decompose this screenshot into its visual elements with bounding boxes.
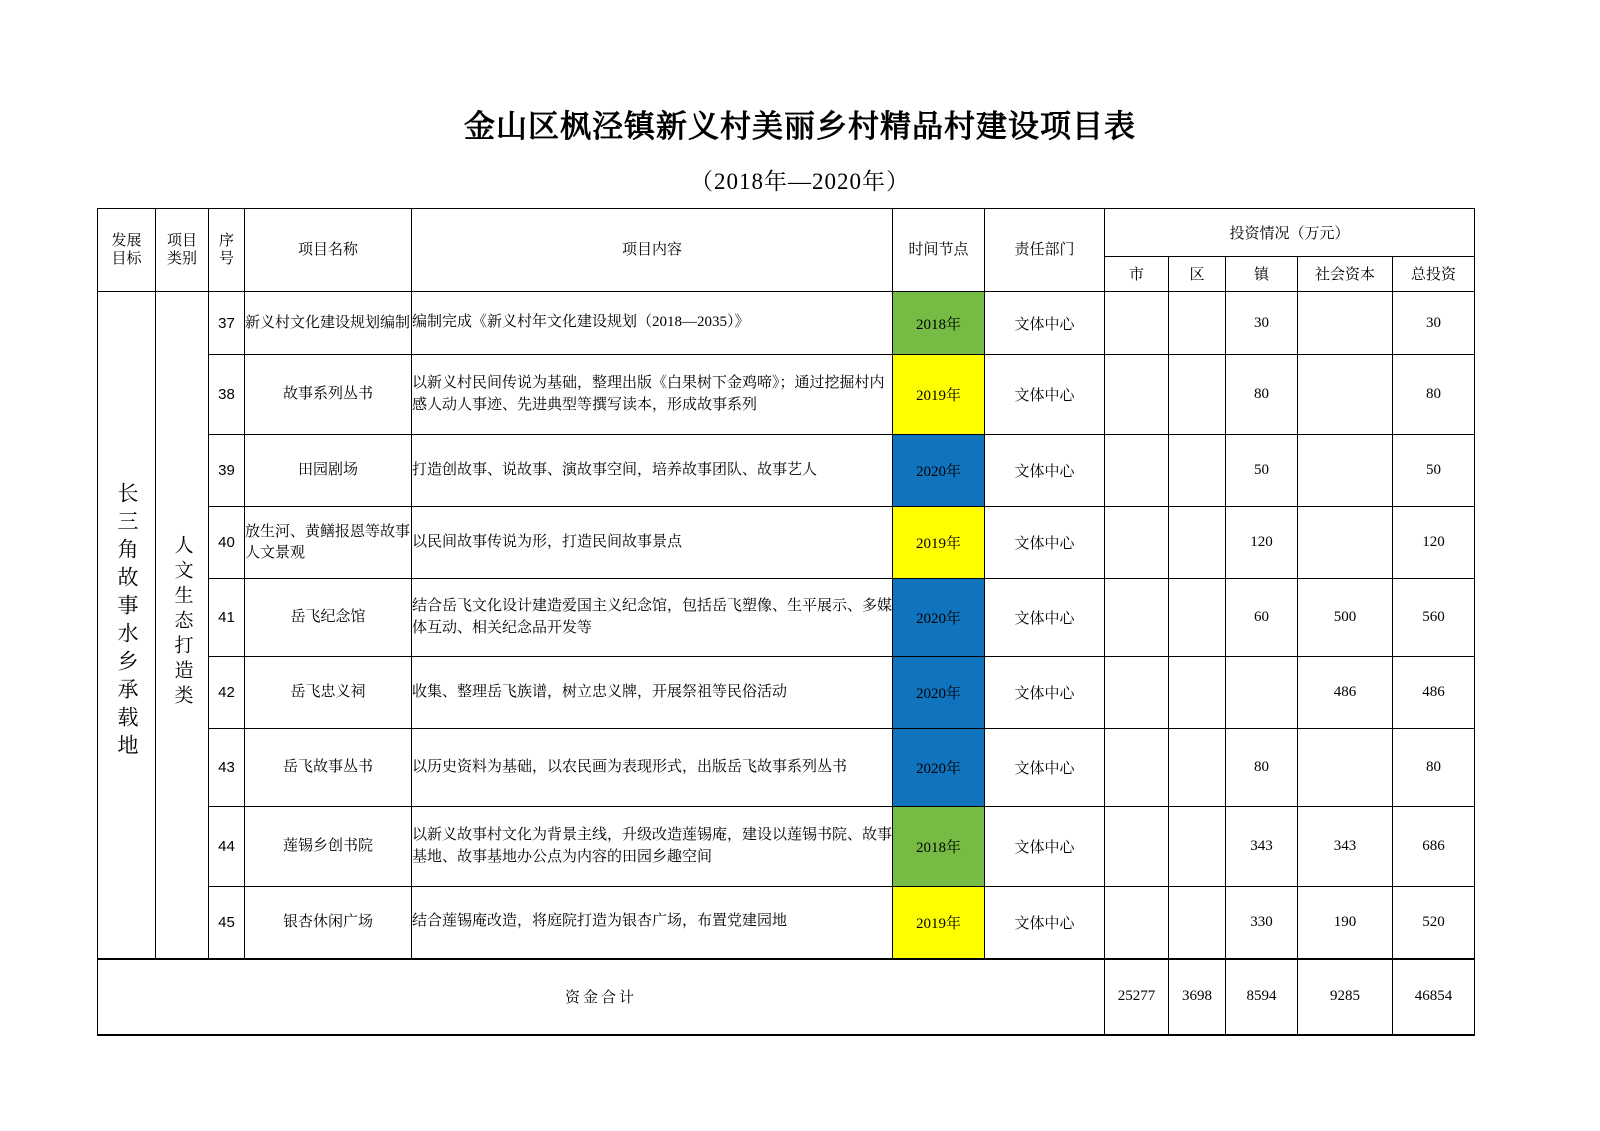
row-department: 文体中心 [985, 435, 1105, 507]
project-table-wrapper [97, 208, 1474, 1036]
row-inv-town: 30 [1226, 292, 1298, 355]
row-project-content: 以民间故事传说为形，打造民间故事景点 [412, 507, 893, 579]
row-seq: 42 [209, 657, 245, 729]
header-seq [209, 209, 245, 292]
header-dev-goal [98, 209, 156, 292]
page-subtitle: （2018年—2020年） [690, 169, 910, 195]
row-time-node: 2020年 [893, 579, 985, 657]
row-project-name: 岳飞忠义祠 [245, 657, 412, 729]
row-inv-social [1298, 729, 1393, 807]
row-project-content: 结合莲锡庵改造，将庭院打造为银杏广场，布置党建园地 [412, 887, 893, 959]
row-inv-total: 560 [1393, 579, 1475, 657]
row-department: 文体中心 [985, 507, 1105, 579]
row-time-node: 2019年 [893, 887, 985, 959]
total-inv-total: 46854 [1393, 959, 1475, 1035]
total-inv-social: 9285 [1298, 959, 1393, 1035]
table-row [98, 807, 1475, 887]
row-inv-social [1298, 507, 1393, 579]
dev-goal-merged-cell [98, 292, 156, 959]
row-seq: 43 [209, 729, 245, 807]
row-time-node: 2018年 [893, 807, 985, 887]
header-project-name: 项目名称 [245, 209, 412, 292]
row-inv-total: 520 [1393, 887, 1475, 959]
row-time-node: 2020年 [893, 435, 985, 507]
row-inv-district [1169, 435, 1226, 507]
row-time-node: 2019年 [893, 507, 985, 579]
category-value: 人文生态打造类 [171, 534, 193, 710]
row-project-content: 编制完成《新义村年文化建设规划（2018—2035）》 [412, 292, 893, 355]
row-inv-total: 486 [1393, 657, 1475, 729]
row-seq: 40 [209, 507, 245, 579]
table-row [98, 507, 1475, 579]
row-project-content: 结合岳飞文化设计建造爱国主义纪念馆，包括岳飞塑像、生平展示、多媒体互动、相关纪念品开发等 [412, 579, 893, 657]
total-inv-town: 8594 [1226, 959, 1298, 1035]
row-inv-city [1105, 355, 1169, 435]
row-seq: 45 [209, 887, 245, 959]
row-time-node: 2020年 [893, 657, 985, 729]
header-category-line2: 类别 [166, 250, 197, 267]
header-inv-total: 总投资 [1393, 256, 1475, 291]
row-inv-social [1298, 355, 1393, 435]
dev-goal-value: 长三角故事水乡承载地 [115, 482, 139, 763]
row-inv-district [1169, 507, 1226, 579]
row-inv-total: 120 [1393, 507, 1475, 579]
row-project-name: 银杏休闲广场 [245, 887, 412, 959]
header-inv-district: 区 [1169, 256, 1226, 291]
row-inv-district [1169, 657, 1226, 729]
table-row [98, 355, 1475, 435]
header-inv-town: 镇 [1226, 256, 1298, 291]
header-inv-city: 市 [1105, 256, 1169, 291]
header-department: 责任部门 [985, 209, 1105, 292]
row-inv-social: 500 [1298, 579, 1393, 657]
total-label: 资金合计 [98, 959, 1105, 1035]
row-time-node: 2019年 [893, 355, 985, 435]
row-inv-social: 343 [1298, 807, 1393, 887]
row-inv-city [1105, 507, 1169, 579]
header-dev-goal-line2: 目标 [111, 250, 142, 267]
table-header-row-1 [98, 209, 1475, 257]
row-inv-district [1169, 292, 1226, 355]
row-inv-city [1105, 292, 1169, 355]
row-inv-city [1105, 579, 1169, 657]
row-inv-town: 343 [1226, 807, 1298, 887]
row-project-name: 莲锡乡创书院 [245, 807, 412, 887]
table-row [98, 887, 1475, 959]
row-seq: 38 [209, 355, 245, 435]
header-investment-group: 投资情况（万元） [1105, 209, 1475, 257]
row-inv-city [1105, 887, 1169, 959]
row-project-name: 放生河、黄鳝报恩等故事人文景观 [245, 507, 412, 579]
row-inv-social [1298, 292, 1393, 355]
row-inv-town: 60 [1226, 579, 1298, 657]
row-seq: 41 [209, 579, 245, 657]
project-table [97, 208, 1475, 1036]
row-time-node: 2018年 [893, 292, 985, 355]
row-department: 文体中心 [985, 657, 1105, 729]
row-project-content: 打造创故事、说故事、演故事空间，培养故事团队、故事艺人 [412, 435, 893, 507]
row-project-name: 田园剧场 [245, 435, 412, 507]
row-seq: 44 [209, 807, 245, 887]
header-category-line1: 项目 [166, 232, 197, 250]
table-row [98, 292, 1475, 355]
row-inv-town: 50 [1226, 435, 1298, 507]
row-department: 文体中心 [985, 729, 1105, 807]
row-inv-total: 686 [1393, 807, 1475, 887]
header-inv-social: 社会资本 [1298, 256, 1393, 291]
row-inv-town: 330 [1226, 887, 1298, 959]
row-project-name: 新义村文化建设规划编制 [245, 292, 412, 355]
title-block [0, 0, 1600, 196]
row-department: 文体中心 [985, 292, 1105, 355]
header-seq-line1: 序 [218, 232, 234, 250]
row-inv-town: 120 [1226, 507, 1298, 579]
row-inv-district [1169, 355, 1226, 435]
row-inv-town: 80 [1226, 729, 1298, 807]
row-project-name: 岳飞纪念馆 [245, 579, 412, 657]
table-row [98, 435, 1475, 507]
table-row [98, 579, 1475, 657]
row-project-content: 收集、整理岳飞族谱，树立忠义牌，开展祭祖等民俗活动 [412, 657, 893, 729]
category-merged-cell [156, 292, 209, 959]
row-inv-town: 80 [1226, 355, 1298, 435]
row-inv-district [1169, 807, 1226, 887]
row-seq: 39 [209, 435, 245, 507]
row-project-content: 以历史资料为基础，以农民画为表现形式，出版岳飞故事系列丛书 [412, 729, 893, 807]
row-inv-social: 190 [1298, 887, 1393, 959]
row-project-content: 以新义村民间传说为基础，整理出版《白果树下金鸡啼》；通过挖掘村内感人动人事迹、先进典型等撰写读本，形成故事系列 [412, 355, 893, 435]
row-inv-city [1105, 729, 1169, 807]
row-project-content: 以新义故事村文化为背景主线，升级改造莲锡庵，建设以莲锡书院、故事基地、故事基地办公点为内容的田园乡趣空间 [412, 807, 893, 887]
table-row [98, 657, 1475, 729]
row-project-name: 岳飞故事丛书 [245, 729, 412, 807]
row-project-name: 故事系列丛书 [245, 355, 412, 435]
page-title: 金山区枫泾镇新义村美丽乡村精品村建设项目表 [464, 109, 1136, 144]
header-seq-line2: 号 [218, 250, 234, 267]
row-inv-city [1105, 657, 1169, 729]
table-total-row [98, 959, 1475, 1035]
row-inv-city [1105, 807, 1169, 887]
row-inv-total: 30 [1393, 292, 1475, 355]
header-project-content: 项目内容 [412, 209, 893, 292]
row-inv-town [1226, 657, 1298, 729]
row-inv-district [1169, 579, 1226, 657]
row-department: 文体中心 [985, 355, 1105, 435]
row-inv-total: 80 [1393, 729, 1475, 807]
header-category [156, 209, 209, 292]
table-row [98, 729, 1475, 807]
row-inv-city [1105, 435, 1169, 507]
header-time-node: 时间节点 [893, 209, 985, 292]
row-inv-social [1298, 435, 1393, 507]
row-inv-social: 486 [1298, 657, 1393, 729]
row-seq: 37 [209, 292, 245, 355]
row-department: 文体中心 [985, 579, 1105, 657]
row-inv-district [1169, 729, 1226, 807]
row-department: 文体中心 [985, 807, 1105, 887]
row-time-node: 2020年 [893, 729, 985, 807]
row-inv-total: 80 [1393, 355, 1475, 435]
header-dev-goal-line1: 发展 [111, 232, 142, 250]
row-inv-total: 50 [1393, 435, 1475, 507]
row-inv-district [1169, 887, 1226, 959]
row-department: 文体中心 [985, 887, 1105, 959]
total-inv-district: 3698 [1169, 959, 1226, 1035]
total-inv-city: 25277 [1105, 959, 1169, 1035]
